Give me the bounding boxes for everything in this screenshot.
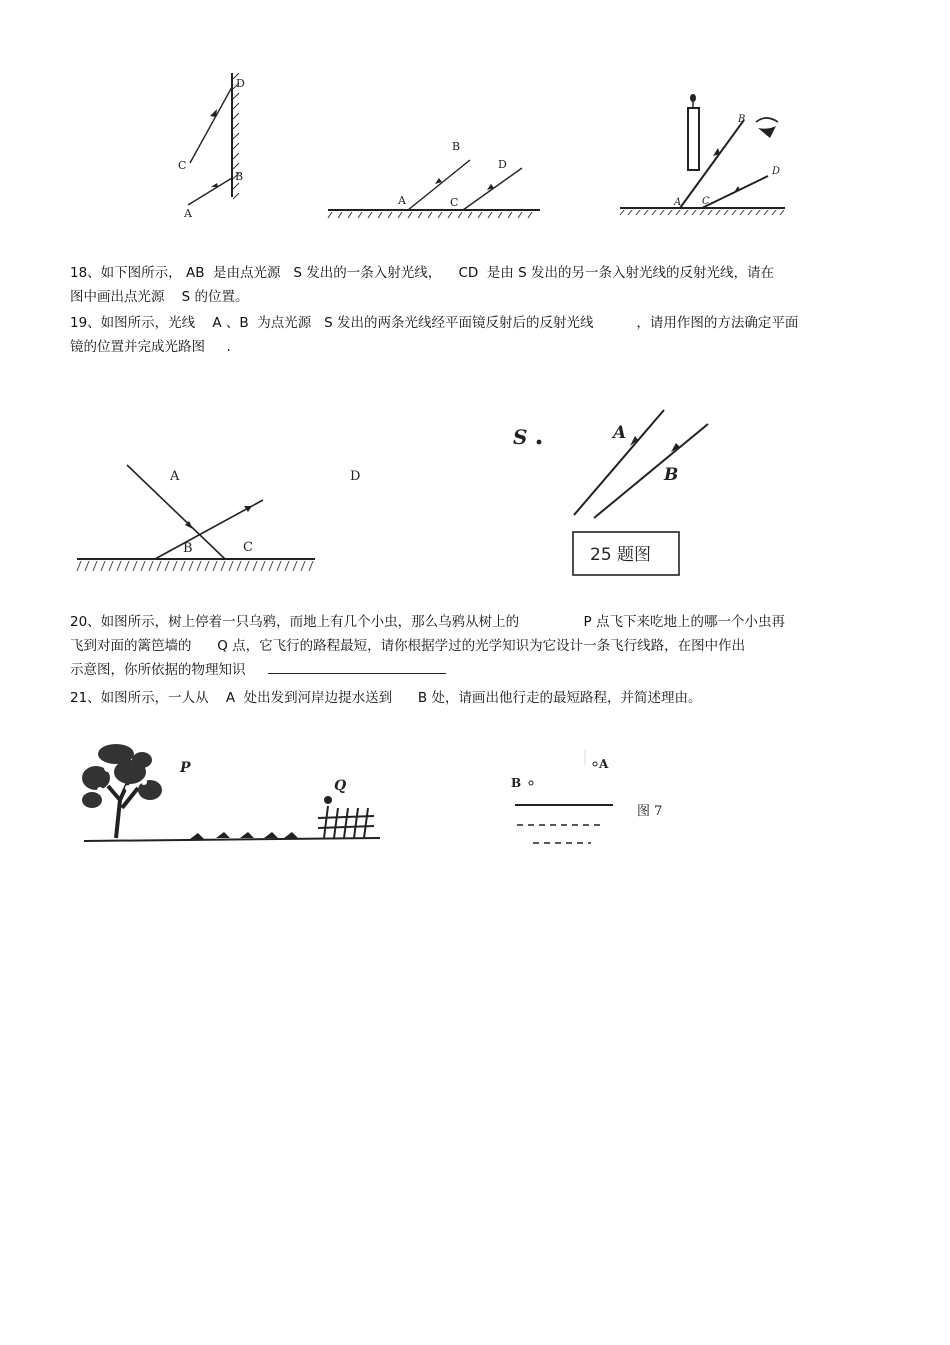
label-a: A xyxy=(170,469,180,484)
figure-7-river xyxy=(505,745,675,855)
candle-icon xyxy=(688,94,699,170)
label-c: C xyxy=(702,196,710,207)
answer-blank[interactable] xyxy=(268,659,446,674)
label-a: A xyxy=(599,757,609,771)
figure-candle-eye xyxy=(620,92,790,222)
figure-25 xyxy=(508,400,718,580)
label-b: B xyxy=(738,114,746,125)
label-d: D xyxy=(236,77,245,90)
figure-reflection-ray xyxy=(75,460,361,580)
label-b: B xyxy=(511,776,522,790)
question-20-line-3-text: 示意图，你所依据的物理知识 xyxy=(70,662,246,678)
label-c: C xyxy=(178,159,187,172)
label-d: D xyxy=(350,469,361,484)
figure-caption: 图 7 xyxy=(637,804,663,819)
label-b: B xyxy=(235,170,244,183)
figure-vertical-mirror xyxy=(170,65,260,225)
fence-icon xyxy=(318,806,374,838)
label-d: D xyxy=(772,166,781,177)
label-s: S xyxy=(513,425,528,449)
label-b: B xyxy=(183,541,193,556)
label-p: P xyxy=(180,760,191,776)
label-c: C xyxy=(450,196,459,209)
bug-icons xyxy=(190,832,298,839)
label-a: A xyxy=(613,423,627,443)
question-18-line-1: 18、如下图所示， AB 是由点光源 S 发出的一条入射光线， CD 是由 S 发出的另一条入射光线的反射光线，请在 xyxy=(70,265,775,281)
label-a: A xyxy=(398,194,406,207)
question-19-line-2: 镜的位置并完成光路图 . xyxy=(70,339,231,355)
question-19 xyxy=(70,311,870,359)
label-b: B xyxy=(452,140,461,153)
label-c: C xyxy=(243,540,253,555)
question-19-line-1: 19、如图所示，光线 A 、B 为点光源 S 发出的两条光线经平面镜反射后的反射光线 ，请用作图的方法确定平面 xyxy=(70,315,799,331)
figure-parallel-rays xyxy=(328,130,548,225)
label-b: B xyxy=(664,465,679,485)
figure-caption: 25 题图 xyxy=(590,545,652,565)
question-21-line-1: 21、如图所示，一人从 A 处出发到河岸边提水送到 B 处，请画出他行走的最短路程，并简述理由。 xyxy=(70,690,702,706)
question-20 xyxy=(70,610,870,682)
label-d: D xyxy=(498,158,507,171)
question-20-line-2: 飞到对面的篱笆墙的 Q 点，它飞行的路程最短，请你根据学过的光学知识为它设计一条飞行线路，在图中作出 xyxy=(70,638,746,654)
label-a: A xyxy=(674,197,682,208)
figure-crow-tree xyxy=(78,738,388,850)
label-q: Q xyxy=(334,778,347,794)
question-21 xyxy=(70,686,870,710)
question-20-line-1: 20、如图所示，树上停着一只乌鸦，而地上有几个小虫，那么乌鸦从树上的 P 点飞下来吃地上的哪一个小虫再 xyxy=(70,614,785,630)
tree-icon xyxy=(82,744,162,838)
label-a: A xyxy=(184,207,192,220)
question-20-line-3 xyxy=(70,658,870,682)
eye-icon xyxy=(756,118,778,138)
question-18 xyxy=(70,261,870,309)
question-18-line-2: 图中画出点光源 S 的位置。 xyxy=(70,289,249,305)
